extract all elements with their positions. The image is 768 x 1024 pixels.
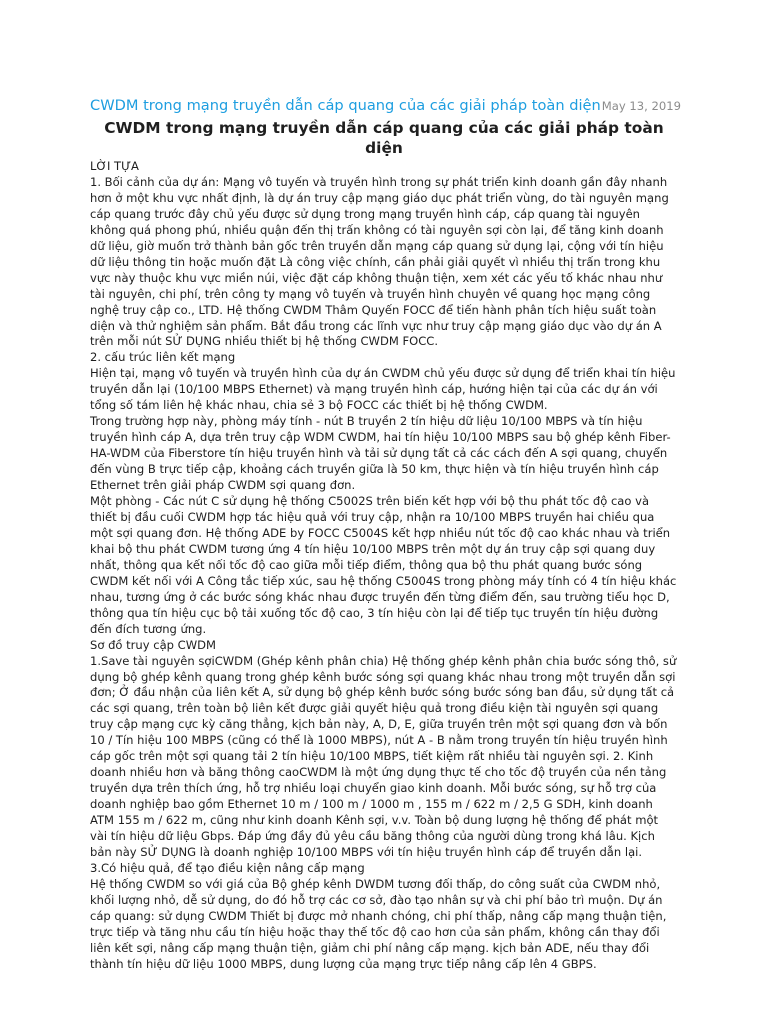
paragraph-save-fiber: 1.Save tài nguyên sợiCWDM (Ghép kênh phân chia) Hệ thống ghép kênh phân chia bước sóng thô, sử dụng bộ ghép kênh quang trong ghép kênh bước sóng sợi quang khác nhau trong một truyền dẫn sợi đơn; Ở đầu nhận của liên kết A, sử dụng bộ ghép kênh bước sóng bước sóng ban đầu, sử dụng tất cả các sợi quang, trên toàn bộ liên kết được giải quyết hiệu quả trong điều kiện tài nguyên sợi quang truy cập mạng cực kỳ căng thẳng, kịch bản này, A, D, E, giữa truyền trên một sợi quang đơn và bốn 10 / Tín hiệu 100 MBPS (cũng có thể là 1000 MBPS), nút A - B nằm trong truyền tín hiệu truyền hình cáp gốc trên một sợi quang tải 2 tín hiệu 10/100 MBPS, tiết kiệm rất nhiều tài nguyên sợi. 2. Kinh doanh nhiều hơn và băng thông caoCWDM là một ứng dụng thực tế cho tốc độ truyền của nền tảng truyền dựa trên thích ứng, hỗ trợ nhiều loại chuyển giao kinh doanh. Mỗi bước sóng, sự hỗ trợ của doanh nghiệp bao gồm Ethernet 10 m / 100 m / 1000 m , 155 m / 622 m / 2,5 G SDH, kinh doanh ATM 155 m / 622 m, cũng như kinh doanh Kênh sợi, v.v. Toàn bộ dung lượng hệ thống để phát một vài tín hiệu dữ liệu Gbps. Đáp ứng đầy đủ yêu cầu băng thông của người dùng trong khá lâu. Kịch bản này SỬ DỤNG là doanh nghiệp 10/100 MBPS với tín hiệu truyền hình cáp để truyền dẫn lại. — [90, 653, 677, 859]
header-line — [90, 96, 682, 115]
heading-access-diagram: Sơ đồ truy cập CWDM — [90, 637, 216, 652]
paragraph-topology-intro: Hiện tại, mạng vô tuyến và truyền hình của dự án CWDM chủ yếu được sử dụng để triển khai tín hiệu truyền dẫn lại (10/100 MBPS Ethernet) và mạng truyền hình cáp, hướng hiện tại của các dự án với tổng số tám liên hệ khác nhau, chia sẻ 3 bộ FOCC các thiết bị hệ thống CWDM. — [90, 366, 676, 413]
publish-date: May 13, 2019 — [601, 99, 682, 113]
paragraph-upgrade: Hệ thống CWDM so với giá của Bộ ghép kênh DWDM tương đối thấp, do công suất của CWDM nhỏ, khối lượng nhỏ, dễ sử dụng, do đó hỗ trợ các cơ sở, đào tạo nhân sự và chi phí bảo trì muộn. Dự án cáp quang: sử dụng CWDM Thiết bị được mở nhanh chóng, chi phí thấp, nâng cấp mạng thuận tiện, trực tiếp và tăng nhu cầu tín hiệu hoặc thay thế tốc độ cao hơn của sản phẩm, không cần thay đổi liên kết sợi, nâng cấp mạng thuận tiện, giảm chi phí nâng cấp mạng. kịch bản ADE, nếu thay đổi thành tín hiệu dữ liệu 1000 MBPS, dung lượng của mạng trực tiếp nâng cấp lên 4 GBPS. — [90, 876, 667, 971]
paragraph-context: 1. Bối cảnh của dự án: Mạng vô tuyến và truyền hình trong sự phát triển kinh doanh gần đây nhanh hơn ở một khu vực nhất định, là dự án truy cập mạng giáo dục phát triển vùng, do tài nguyên mạng cáp quang trước đây chủ yếu được sử dụng trong mạng truyền hình cáp, cáp quang tài nguyên không quá phong phú, nhiều quận đến thị trấn không có tài nguyên sợi còn lại, để tăng kinh doanh dữ liệu, giờ muốn trở thành bản gốc trên truyền dẫn mạng cáp quang sử dụng lại, cộng với tín hiệu dữ liệu thông tin hoặc muốn đặt Là công việc chính, cần phải giải quyết vì nhiều thị trấn trong khu vực này thuộc khu vực miền núi, việc đặt cáp không thuận tiện, xem xét các yếu tố khác nhau như tài nguyên, chi phí, trên công ty mạng vô tuyến và truyền hình chuyên về quang học mạng công nghệ truy cập co., LTD. Hệ thống CWDM Thâm Quyến FOCC để tiến hành phân tích hiệu suất toàn diện và thử nghiệm sản phẩm. Bắt đầu trong các lĩnh vực như truy cập mạng giáo dục vào dự án A trên mỗi nút SỬ DỤNG nhiều thiết bị hệ thống CWDM FOCC. — [90, 174, 669, 349]
preface-heading: LỜI TỰA — [90, 159, 139, 173]
article-title: CWDM trong mạng truyền dẫn cáp quang của các giải pháp toàn diện — [104, 119, 664, 157]
paragraph-node-c: Một phòng - Các nút C sử dụng hệ thống C5002S trên biến kết hợp với bộ thu phát tốc độ cao và thiết bị đầu cuối CWDM hợp tác hiệu quả với truy cập, nhận ra 10/100 MBPS truyền hai chiều qua một sợi quang đơn. Hệ thống ADE by FOCC C5004S kết hợp nhiều nút tốc độ cao khác nhau và triển khai bộ thu phát CWDM tương ứng 4 tín hiệu 10/100 MBPS trên một dự án truy cập sợi quang duy nhất, thông qua kết nối tốc độ cao giữa mỗi tiếp điểm, thông qua bộ thu phát quang bước sóng CWDM kết nối với A Công tắc tiếp xúc, sau hệ thống C5004S trong phòng máy tính có 4 tín hiệu khác nhau, tương ứng ở các bước sóng khác nhau được truyền đến từng điểm đến, sau trường tiểu học D, thông qua tín hiệu cục bộ tải xuống tốc độ cao, 3 tín hiệu còn lại để tiếp tục truyền tín hiệu đường đến đích tương ứng. — [90, 494, 677, 636]
heading-topology: 2. cấu trúc liên kết mạng — [90, 350, 236, 365]
paragraph-node-b: Trong trường hợp này, phòng máy tính - nút B truyền 2 tín hiệu dữ liệu 10/100 MBPS và tín hiệu truyền hình cáp A, dựa trên truy cập WDM CWDM, hai tín hiệu 10/100 MBPS sau bộ ghép kênh Fiber-HA-WDM của Fiberstore tín hiệu truyền hình và tải sử dụng tất cả các cách đến A sợi quang, chuyển đến vùng B trực tiếp cập, khoảng cách truyền giữa là 50 km, thực hiện và tín hiệu truyền hình cáp Ethernet trên giải pháp CWDM sợi quang đơn. — [90, 414, 671, 493]
heading-upgrade: 3.Có hiệu quả, để tạo điều kiện nâng cấp mạng — [90, 860, 365, 875]
header-title-link[interactable]: CWDM trong mạng truyền dẫn cáp quang của các giải pháp toàn diện — [90, 97, 601, 114]
